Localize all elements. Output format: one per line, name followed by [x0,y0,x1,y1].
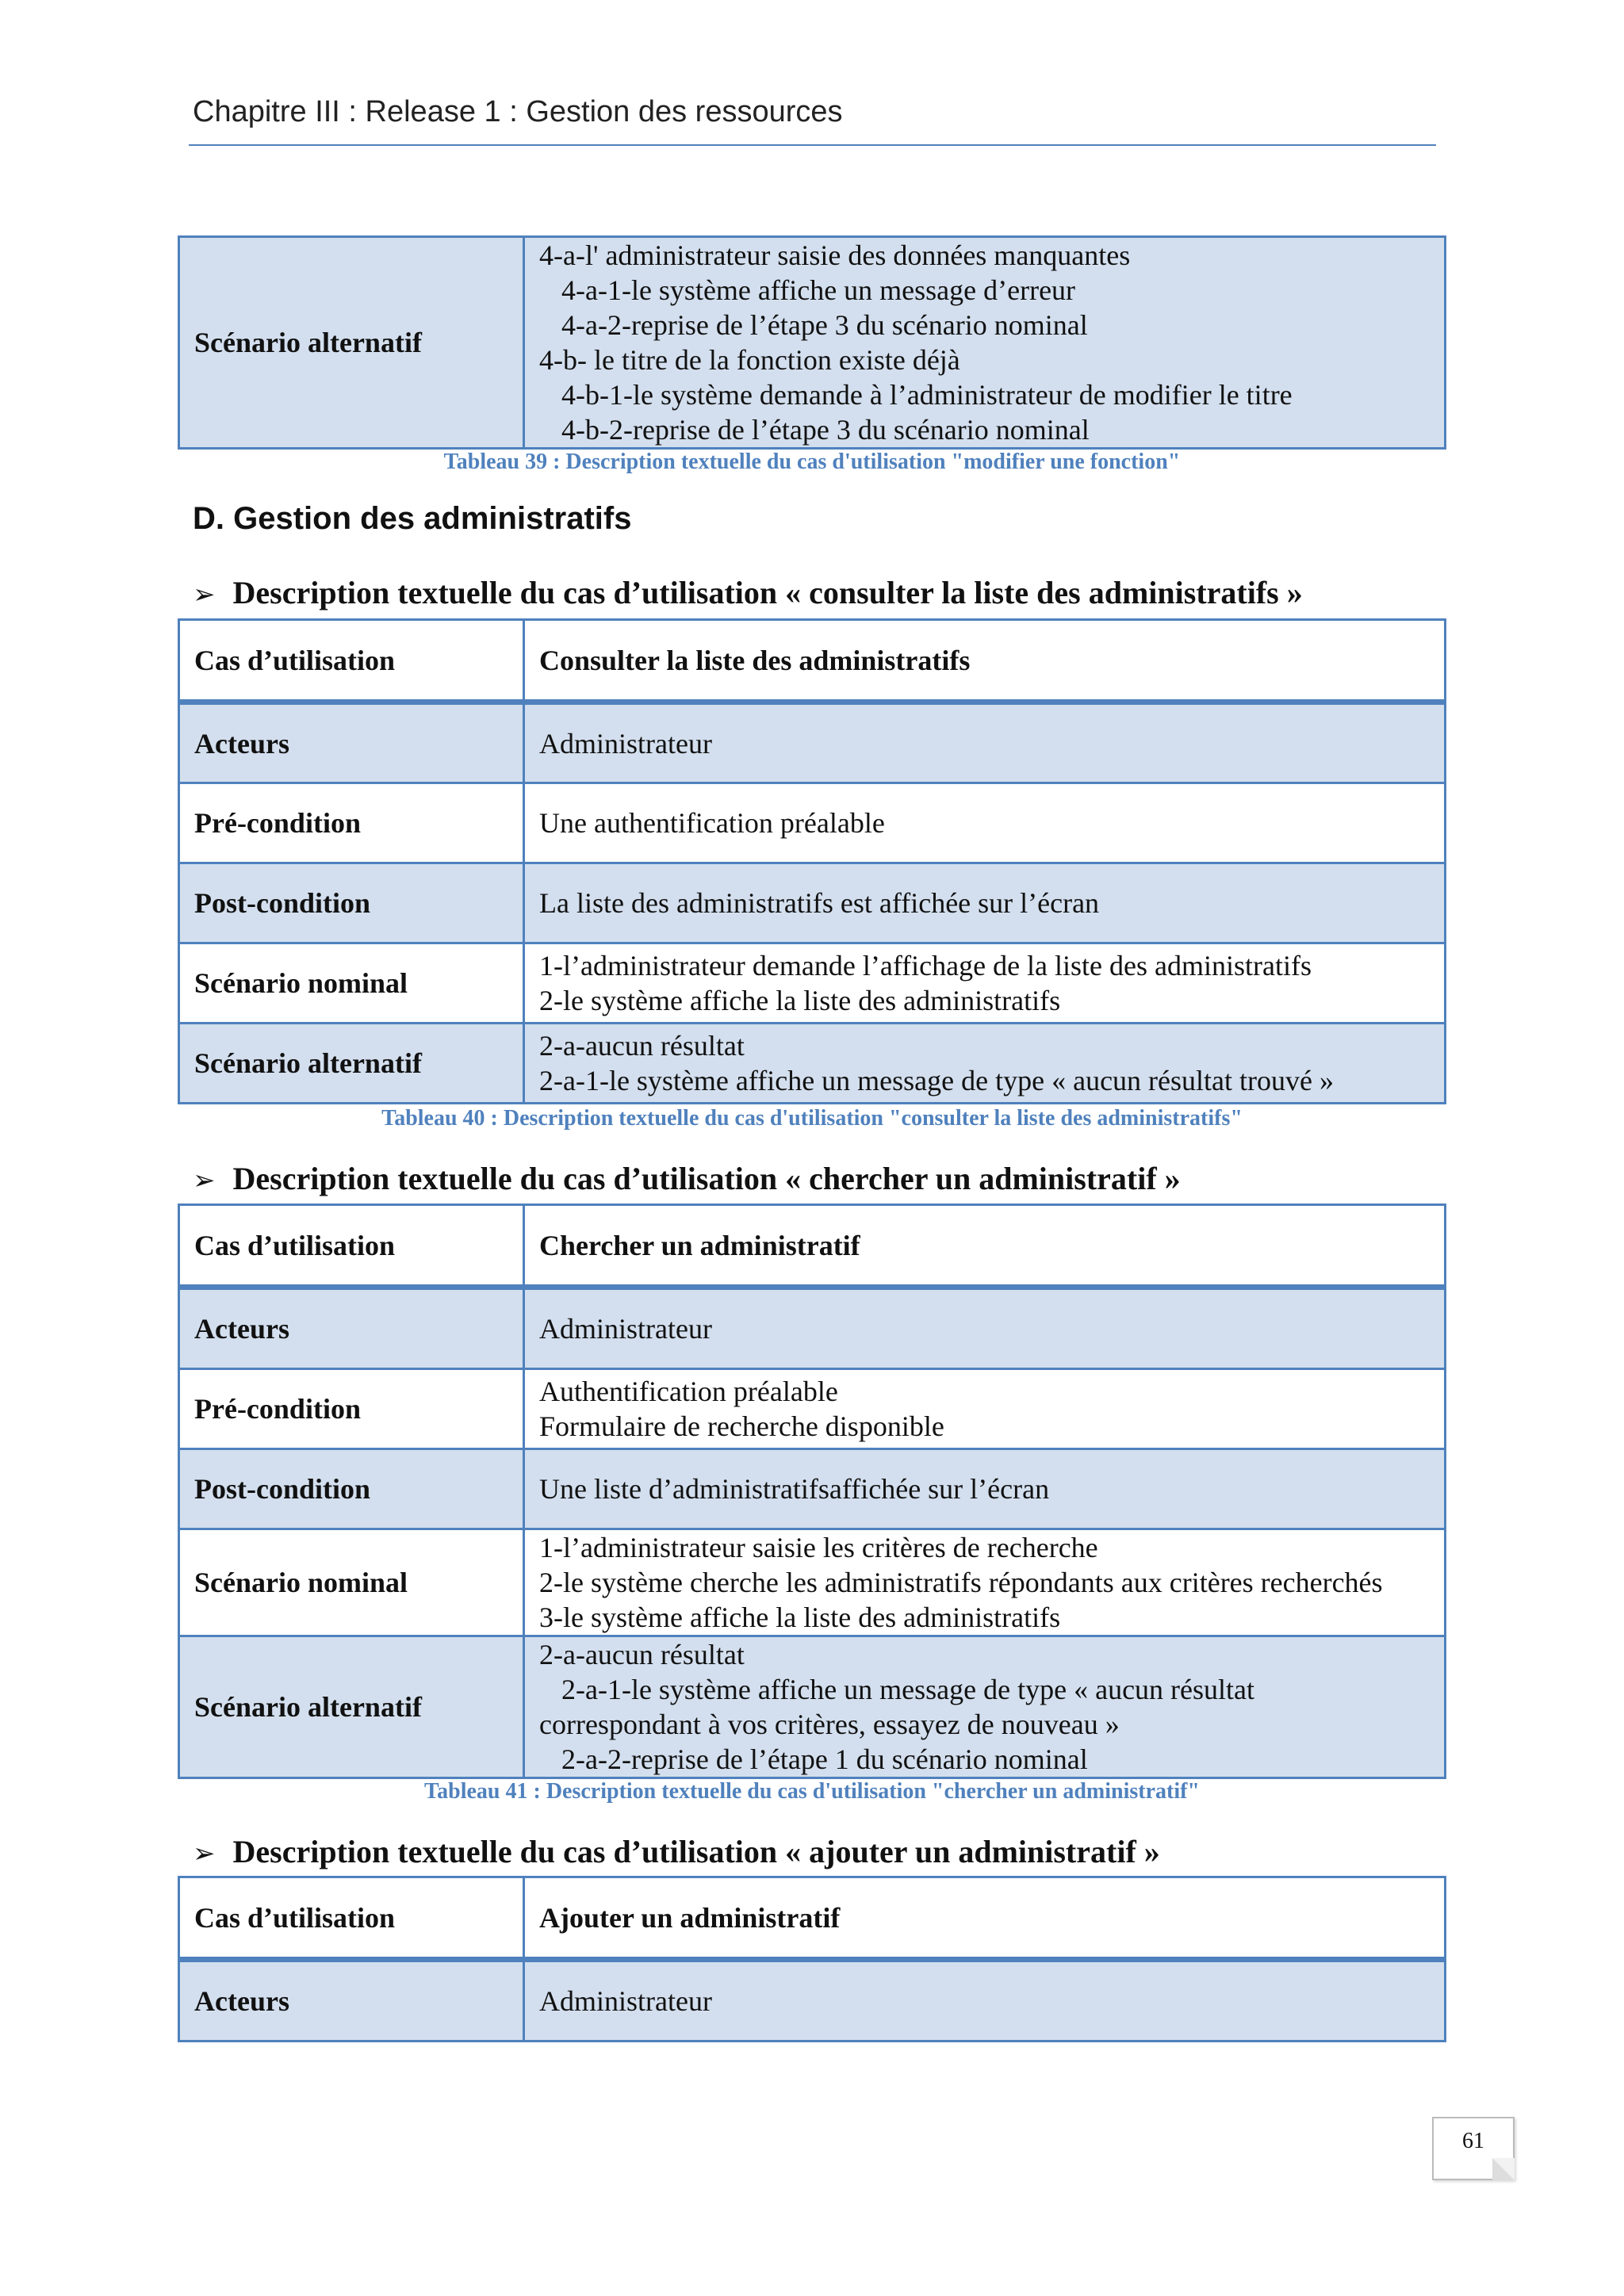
usecase-table-consulter [178,618,1446,1104]
subsection-heading-text: Description textuelle du cas d’utilisation « chercher un administratif » [232,1161,1181,1196]
arrow-bullet-icon: ➢ [193,579,216,610]
row-label: Scénario nominal [179,943,524,1024]
table-row [179,1369,1446,1449]
row-label: Post-condition [179,1449,524,1529]
text-line: 4-a-2-reprise de l’étape 3 du scénario nominal [561,309,1088,341]
text-line: 1-l’administrateur saisie les critères de recherche [539,1532,1098,1563]
row-label: Scénario nominal [179,1529,524,1636]
row-label: Pré-condition [179,783,524,863]
page-header-title: Chapitre III : Release 1 : Gestion des ressources [193,95,843,128]
page-number-text: 61 [1462,2129,1484,2153]
row-label: Acteurs [179,1960,524,2042]
table-row [179,1024,1446,1104]
text-line: 4-b-1-le système demande à l’administrateur de modifier le titre [561,379,1293,411]
table-row [179,1960,1446,2042]
row-value: Chercher un administratif [524,1205,1446,1288]
row-value: Administrateur [524,1960,1446,2042]
row-label: Cas d’utilisation [179,620,524,702]
arrow-bullet-icon: ➢ [193,1165,216,1196]
subsection-heading-text: Description textuelle du cas d’utilisation « consulter la liste des administratifs » [232,575,1303,610]
text-line: 2-le système cherche les administratifs répondants aux critères recherchés [539,1567,1383,1598]
table-row [179,943,1446,1024]
table-row [179,783,1446,863]
text-line: 2-a-1-le système affiche un message de type « aucun résultat trouvé » [539,1065,1334,1096]
text-line: Authentification préalable [539,1376,838,1407]
table-row [179,1529,1446,1636]
row-value [524,1636,1446,1778]
row-value: Une liste d’administratifsaffichée sur l’écran [524,1449,1446,1529]
row-value: Administrateur [524,702,1446,783]
row-value: Consulter la liste des administratifs [524,620,1446,702]
table-39 [178,235,1446,450]
arrow-bullet-icon: ➢ [193,1838,216,1869]
subsection-heading [193,1833,1160,1870]
row-label: Post-condition [179,863,524,943]
row-label: Scénario alternatif [179,1024,524,1104]
row-value [524,1369,1446,1449]
text-line: Formulaire de recherche disponible [539,1410,944,1442]
row-value [524,943,1446,1024]
row-label: Acteurs [179,702,524,783]
table-row [179,1877,1446,1960]
table-row [179,237,1446,449]
row-value [524,1529,1446,1636]
table-row [179,1205,1446,1288]
row-label: Cas d’utilisation [179,1877,524,1960]
row-value: Administrateur [524,1288,1446,1369]
text-line: 2-le système affiche la liste des administratifs [539,985,1061,1016]
usecase-table-ajouter [178,1876,1446,2042]
page-curl-icon [1492,2158,1515,2180]
table-row [179,1449,1446,1529]
page-number [1432,2117,1515,2180]
text-line: 3-le système affiche la liste des administratifs [539,1601,1061,1633]
row-label: Pré-condition [179,1369,524,1449]
table-row [179,863,1446,943]
usecase-table-chercher [178,1203,1446,1779]
subsection-heading [193,574,1303,611]
text-line: 2-a-aucun résultat [539,1639,745,1670]
table-caption: Tableau 41 : Description textuelle du cas d'utilisation "chercher un administratif" [424,1779,1200,1804]
row-label: Acteurs [179,1288,524,1369]
row-value: La liste des administratifs est affichée sur l’écran [524,863,1446,943]
text-line: 1-l’administrateur demande l’affichage de la liste des administratifs [539,950,1312,982]
row-value: Ajouter un administratif [524,1877,1446,1960]
text-line: 4-b- le titre de la fonction existe déjà [539,344,960,376]
row-value: Une authentification préalable [524,783,1446,863]
table-row [179,1636,1446,1778]
text-line: 2-a-2-reprise de l’étape 1 du scénario nominal [561,1743,1088,1775]
row-label: Scénario alternatif [179,1636,524,1778]
text-line: 4-a-l' administrateur saisie des données manquantes [539,239,1131,271]
header-rule [189,144,1436,146]
text-line: 2-a-1-le système affiche un message de type « aucun résultat [561,1674,1255,1705]
table-caption: Tableau 39 : Description textuelle du cas d'utilisation "modifier une fonction" [443,450,1181,474]
section-title: D. Gestion des administratifs [193,501,632,536]
table-row [179,1288,1446,1369]
row-label: Cas d’utilisation [179,1205,524,1288]
row-value [524,237,1446,449]
text-line: 2-a-aucun résultat [539,1030,745,1062]
text-line: 4-b-2-reprise de l’étape 3 du scénario nominal [561,414,1090,446]
text-line: 4-a-1-le système affiche un message d’erreur [561,274,1076,306]
row-label: Scénario alternatif [179,237,524,449]
text-line: correspondant à vos critères, essayez de nouveau » [539,1709,1120,1740]
subsection-heading-text: Description textuelle du cas d’utilisation « ajouter un administratif » [232,1834,1160,1869]
table-row [179,702,1446,783]
table-row [179,620,1446,702]
row-value [524,1024,1446,1104]
subsection-heading [193,1160,1181,1197]
table-caption: Tableau 40 : Description textuelle du cas d'utilisation "consulter la liste des administratifs" [381,1106,1243,1131]
